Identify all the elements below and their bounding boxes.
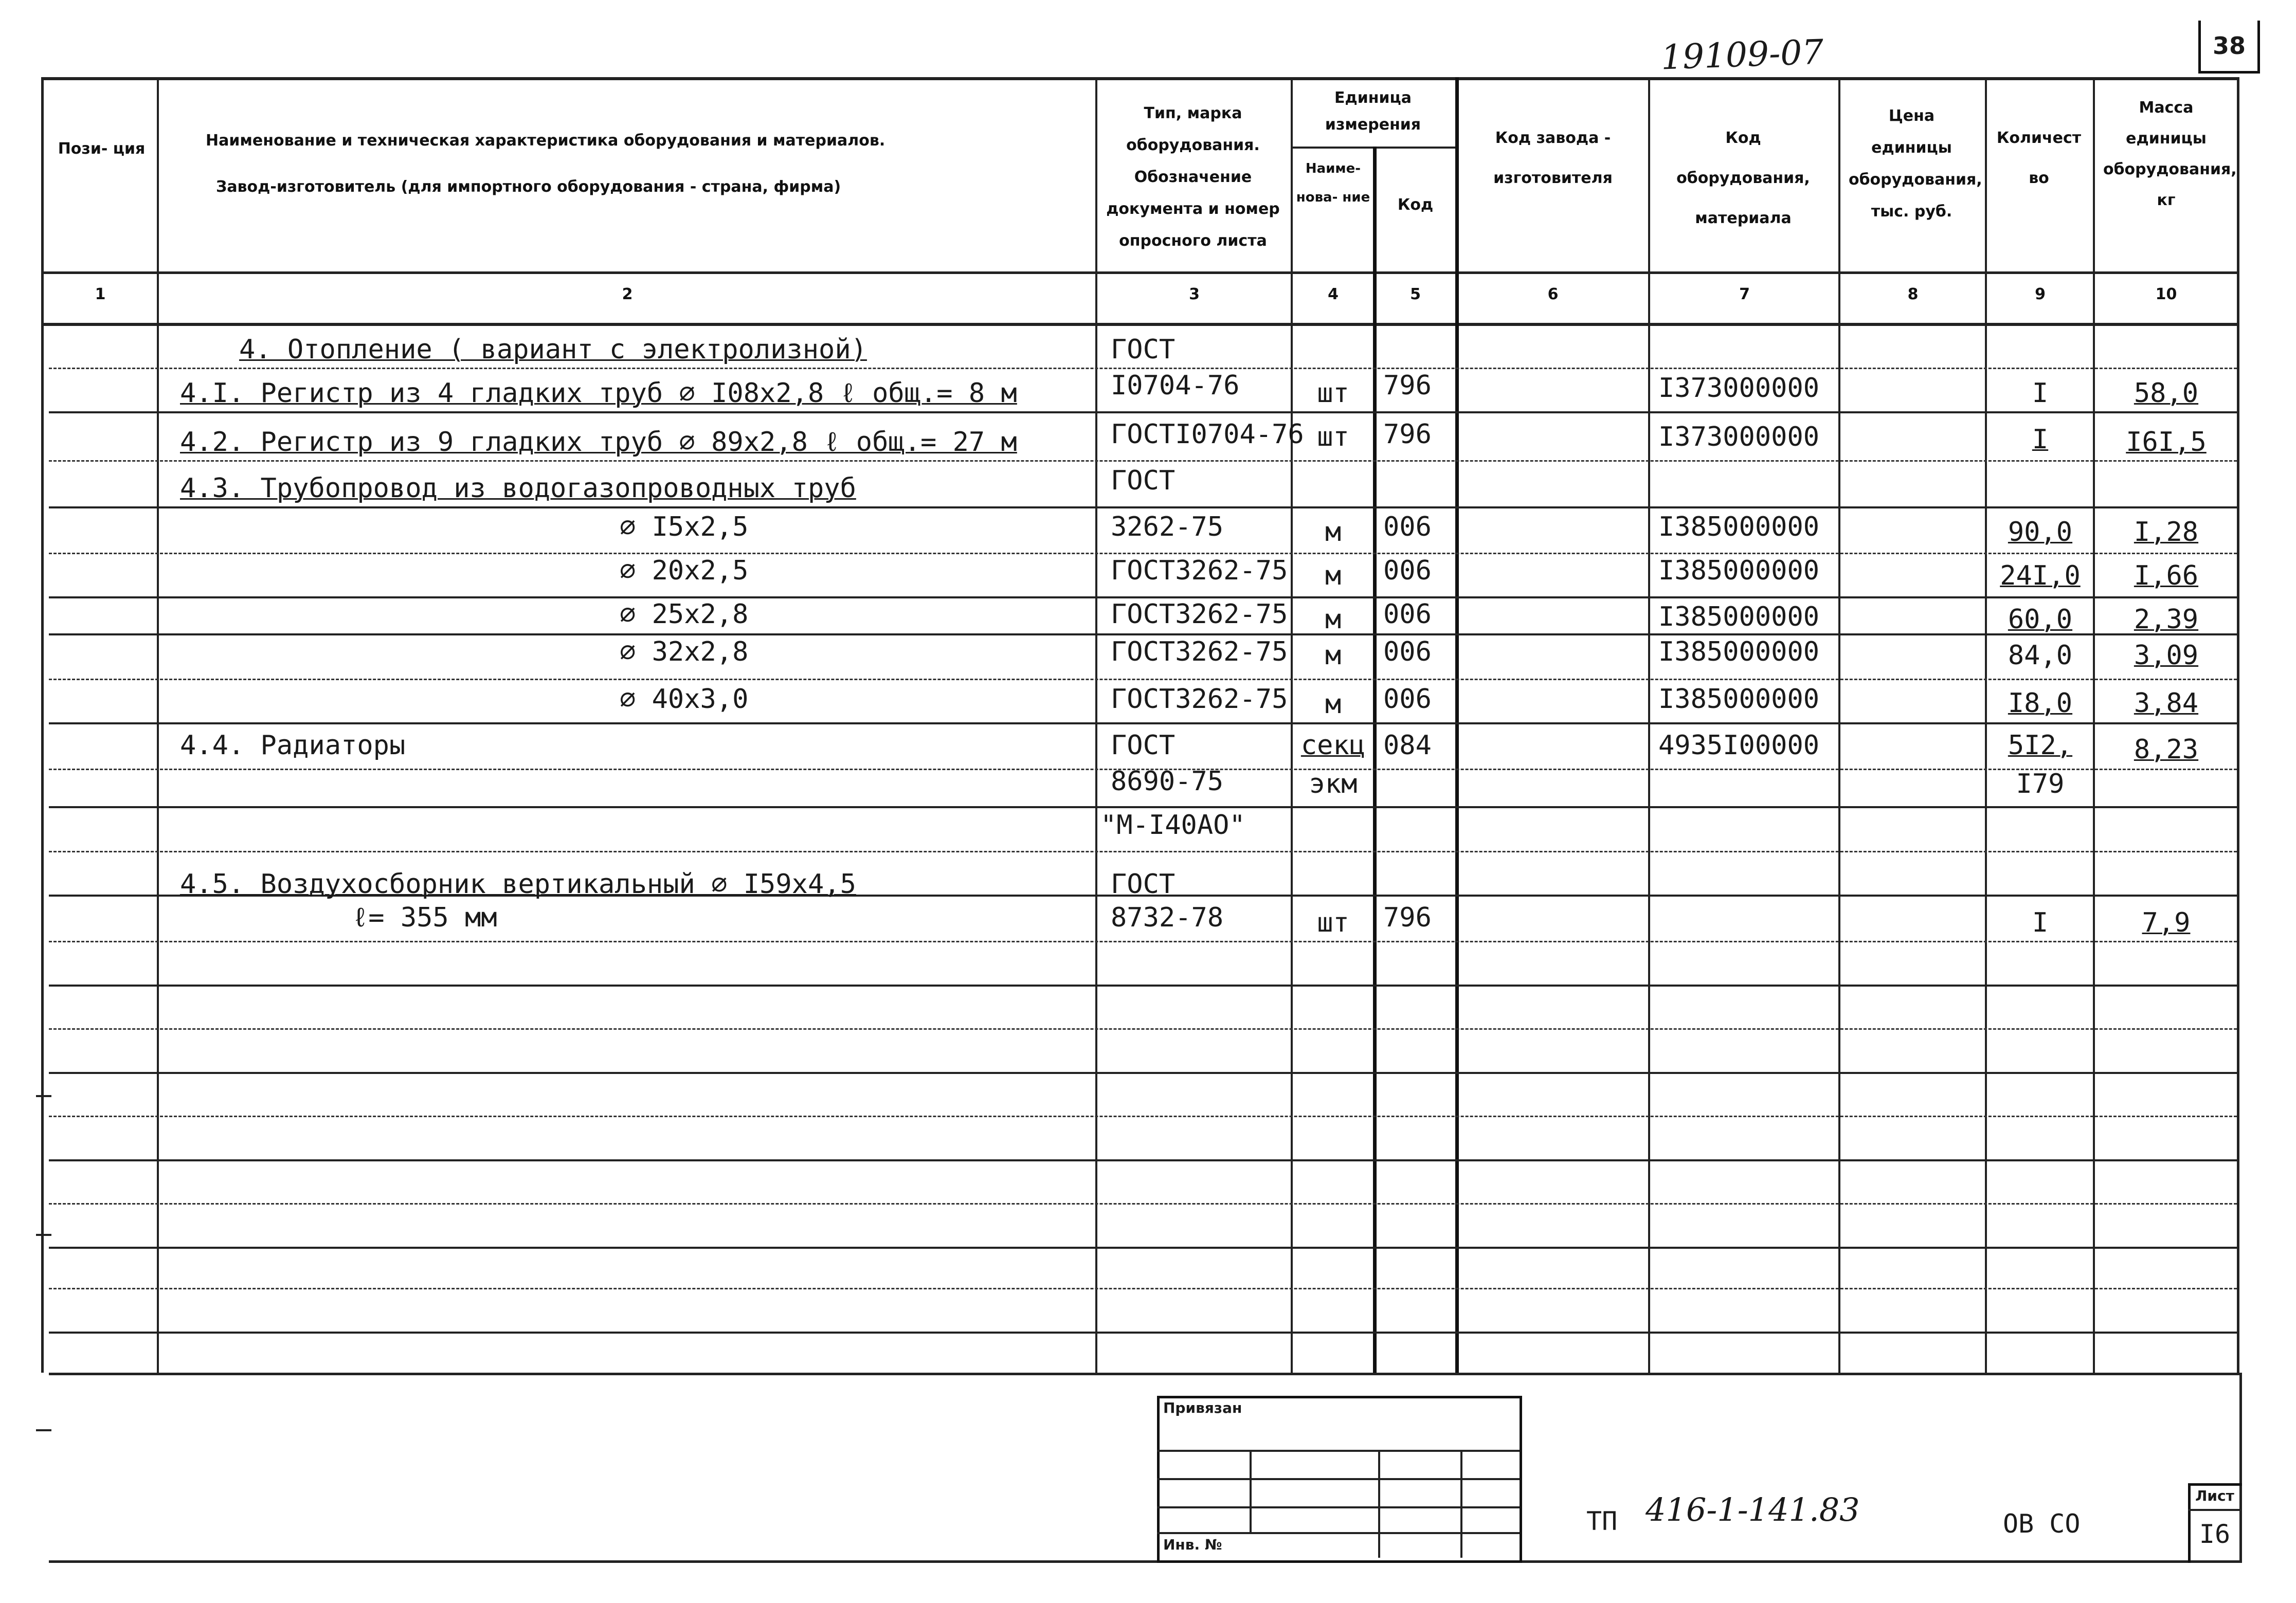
row-5-qty: 90,0 (2008, 517, 2073, 548)
row-9-unit: м (1325, 689, 1342, 720)
header-equipment-code: Код оборудования, материала (1676, 129, 1810, 227)
row-6-equip: I385000000 (1658, 555, 1820, 586)
row-3-name: 4.2. Регистр из 9 гладких труб ∅ 89х2,8 ℓ общ.= 27 м (180, 427, 1017, 458)
header-mass: Масса единицы оборудования, кг (2103, 99, 2237, 209)
row-6-qty: 24I,0 (2000, 560, 2081, 591)
col-number-7: 7 (1739, 285, 1750, 303)
header-unit-name: Наиме- нова- ние (1296, 161, 1370, 205)
header-position: Пози- ция (58, 140, 146, 158)
stamp-label-inventory: Инв. № (1163, 1536, 1222, 1553)
row-1-type: ГОСТ (1111, 334, 1176, 365)
col-number-4: 4 (1328, 285, 1339, 303)
sheet-label: Лист (2195, 1487, 2234, 1504)
row-4-type: ГОСТ (1111, 465, 1176, 496)
tp-number: 416-1-141.83 (1646, 1491, 1860, 1528)
header-type: Тип, марка оборудования. Обозначение документа и номер опросного листа (1106, 104, 1280, 250)
col-number-2: 2 (622, 285, 633, 303)
row-9-code: 006 (1383, 684, 1432, 715)
row-8-unit: м (1325, 640, 1342, 671)
row-9-type: ГОСТ3262-75 (1111, 684, 1288, 715)
row-8-qty: 84,0 (2008, 640, 2073, 671)
row-5-name: ∅ I5х2,5 (620, 512, 749, 542)
tp-label: ТП (1586, 1506, 1618, 1536)
row-10-code: 084 (1383, 730, 1432, 761)
row-14-type: 8732-78 (1111, 902, 1224, 933)
row-10-qty: 5I2, (2008, 730, 2073, 761)
row-11-qty: I79 (2016, 769, 2065, 799)
row-9-name: ∅ 40х3,0 (620, 684, 749, 715)
row-6-name: ∅ 20х2,5 (620, 555, 749, 586)
row-3-type: ГОСТI0704-76 (1111, 419, 1304, 450)
row-13-name: 4.5. Воздухосборник вертикальный ∅ I59х4,5 (180, 869, 856, 900)
header-quantity: Количество (1996, 129, 2082, 187)
row-8-mass: 3,09 (2134, 640, 2199, 671)
header-unit-group: Единица измерения (1325, 89, 1421, 134)
row-7-name: ∅ 25х2,8 (620, 599, 749, 630)
row-2-name: 4.I. Регистр из 4 гладких труб ∅ I08х2,8 ℓ общ.= 8 м (180, 378, 1017, 409)
row-10-unit: секц (1300, 730, 1366, 761)
row-14-name: ℓ= 355 мм (352, 902, 497, 933)
row-3-qty: I (2032, 424, 2049, 455)
row-10-type: ГОСТ (1111, 730, 1176, 761)
row-2-mass: 58,0 (2134, 378, 2199, 409)
row-3-mass: I6I,5 (2126, 427, 2207, 458)
row-11-unit: экм (1309, 769, 1358, 799)
row-12-type: "М-I40АО" (1100, 810, 1245, 841)
row-10-name: 4.4. Радиаторы (180, 730, 406, 761)
row-9-equip: I385000000 (1658, 684, 1820, 715)
row-7-type: ГОСТ3262-75 (1111, 599, 1288, 630)
row-7-unit: м (1325, 604, 1342, 635)
row-13-type: ГОСТ (1111, 869, 1176, 900)
row-2-code: 796 (1383, 370, 1432, 401)
header-name-line1: Наименование и техническая характеристика оборудования и материалов. (206, 132, 885, 150)
page-corner-number: 38 (2212, 32, 2246, 60)
row-3-equip: I373000000 (1658, 422, 1820, 452)
row-8-name: ∅ 32х2,8 (620, 636, 749, 667)
row-7-equip: I385000000 (1658, 602, 1820, 632)
row-9-qty: I8,0 (2008, 688, 2073, 719)
row-6-unit: м (1325, 560, 1342, 591)
page-corner-box (2198, 21, 2260, 74)
row-3-code: 796 (1383, 419, 1432, 450)
col-number-3: 3 (1189, 285, 1200, 303)
row-2-equip: I373000000 (1658, 373, 1820, 404)
row-7-qty: 60,0 (2008, 604, 2073, 635)
row-10-equip: 4935I00000 (1658, 730, 1820, 761)
row-1-name: 4. Отопление ( вариант с электролизной) (239, 334, 867, 365)
row-5-equip: I385000000 (1658, 512, 1820, 542)
row-5-mass: I,28 (2134, 517, 2199, 548)
col-number-5: 5 (1410, 285, 1421, 303)
header-price: Цена единицы оборудования, тыс. руб. (1849, 107, 1982, 221)
row-14-qty: I (2032, 907, 2049, 938)
header-factory-code: Код завода - изготовителя (1493, 129, 1613, 187)
col-number-9: 9 (2035, 285, 2046, 303)
row-10-mass: 8,23 (2134, 734, 2199, 765)
row-7-code: 006 (1383, 599, 1432, 630)
row-2-qty: I (2032, 378, 2049, 409)
col-number-6: 6 (1547, 285, 1559, 303)
row-8-type: ГОСТ3262-75 (1111, 636, 1288, 667)
row-2-type: I0704-76 (1111, 370, 1240, 401)
document-number: 19109-07 (1660, 32, 1824, 78)
header-name-line2: Завод-изготовитель (для импортного оборудования - страна, фирма) (216, 178, 841, 196)
row-5-unit: м (1325, 517, 1342, 548)
row-9-mass: 3,84 (2134, 688, 2199, 719)
row-2-unit: шт (1317, 378, 1349, 409)
col-number-8: 8 (1907, 285, 1919, 303)
col-number-10: 10 (2155, 285, 2177, 303)
row-3-unit: шт (1317, 422, 1349, 452)
row-5-type: 3262-75 (1111, 512, 1224, 542)
row-6-type: ГОСТ3262-75 (1111, 555, 1288, 586)
row-14-unit: шт (1317, 907, 1349, 938)
section-code: ОВ СО (2003, 1509, 2081, 1539)
row-6-mass: I,66 (2134, 560, 2199, 591)
row-14-code: 796 (1383, 902, 1432, 933)
row-8-equip: I385000000 (1658, 636, 1820, 667)
row-11-type: 8690-75 (1111, 766, 1224, 797)
col-number-1: 1 (95, 285, 106, 303)
row-8-code: 006 (1383, 636, 1432, 667)
row-7-mass: 2,39 (2134, 604, 2199, 635)
row-5-code: 006 (1383, 512, 1432, 542)
row-14-mass: 7,9 (2142, 907, 2191, 938)
sheet-number: I6 (2199, 1519, 2231, 1549)
header-unit-code: Код (1397, 196, 1434, 214)
row-4-name: 4.3. Трубопровод из водогазопроводных труб (180, 473, 856, 504)
stamp-label-privyazan: Привязан (1163, 1399, 1242, 1416)
row-6-code: 006 (1383, 555, 1432, 586)
